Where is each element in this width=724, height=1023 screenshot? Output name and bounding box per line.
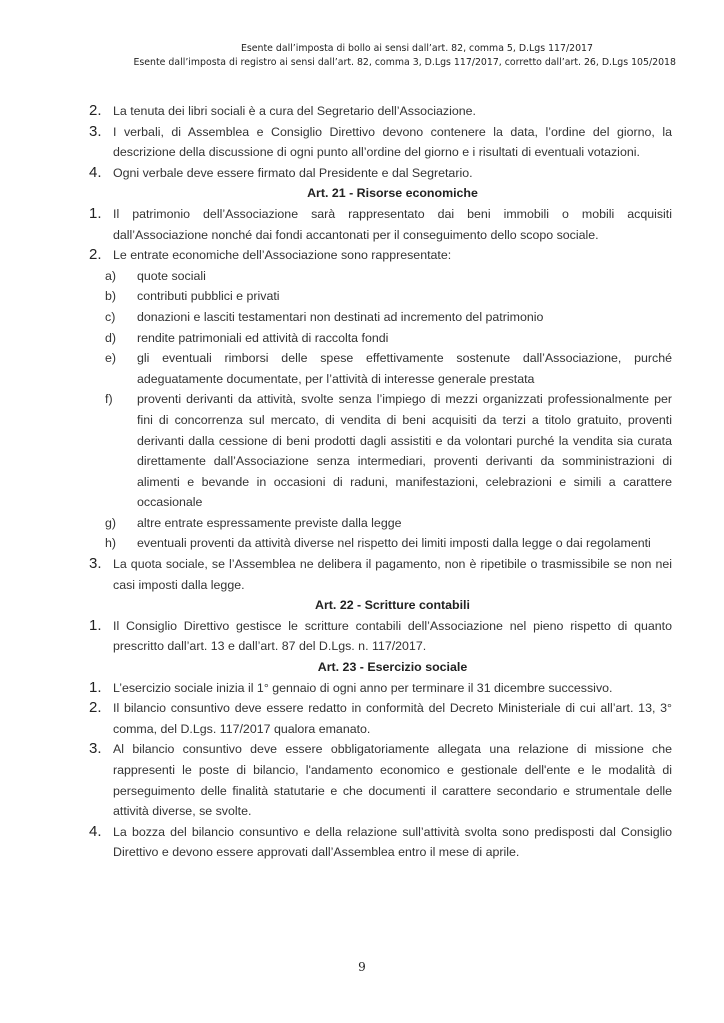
sub-list-item bbox=[89, 328, 672, 349]
list-item bbox=[89, 822, 672, 863]
item-text: Il Consiglio Direttivo gestisce le scritture contabili dell’Associazione nel pieno rispetto di quanto prescritto dall’art. 13 e dall’art. 87 del D.Lgs. n. 117/2017. bbox=[113, 618, 672, 654]
sub-list-item bbox=[89, 513, 672, 534]
page-number: 9 bbox=[358, 960, 366, 974]
document-body bbox=[89, 101, 672, 863]
sub-item-letter: b) bbox=[105, 289, 117, 304]
list-item bbox=[89, 101, 672, 122]
sub-item-text: proventi derivanti da attività, svolte senza l’impiego di mezzi organizzati professionalmente per fini di concorrenza sul mercato, di vendita di beni acquisiti da terzi a titolo gratuito, proventi derivanti dalla cessione di beni prodotti dagli assistiti e da volontari purché la vendita sia curata direttamente dall’Associazione senza intermediari, proventi derivanti da somministrazioni di alimenti e bevande in occasioni di raduni, manifestazioni, celebrazioni e simili a carattere occasionale bbox=[137, 392, 672, 510]
item-number: 3. bbox=[89, 555, 102, 573]
item-number: 2. bbox=[89, 246, 102, 264]
item-number: 1. bbox=[89, 616, 102, 634]
header-registry-tax-note: Esente dall’imposta di registro ai sensi dall’art. 82, comma 3, D.Lgs 117/2017, corretto dall’art. 26, D.Lgs 105/2018 bbox=[133, 57, 676, 68]
sub-item-letter: e) bbox=[105, 351, 117, 366]
sub-list-item bbox=[89, 266, 672, 287]
list-item bbox=[89, 739, 672, 821]
sub-item-text: contributi pubblici e privati bbox=[137, 289, 280, 304]
sub-item-letter: f) bbox=[105, 392, 113, 407]
item-number: 1. bbox=[89, 204, 102, 222]
item-text: Al bilancio consuntivo deve essere obbligatoriamente allegata una relazione di missione che rappresenti le poste di bilancio, l'andamento economico e gestionale dell'ente e le modalità di perseguimento delle finalità statutarie e che documenti il carattere secondario e strumentale delle attività diverse, se svolte. bbox=[113, 742, 672, 819]
sub-item-text: eventuali proventi da attività diverse nel rispetto dei limiti imposti dalla legge o dai regolamenti bbox=[137, 536, 651, 551]
item-number: 3. bbox=[89, 740, 102, 758]
sub-list-item bbox=[89, 533, 672, 554]
article-heading-23: Art. 23 - Esercizio sociale bbox=[317, 660, 468, 675]
list-item bbox=[89, 554, 672, 595]
sub-item-letter: g) bbox=[105, 515, 117, 530]
list-item bbox=[89, 678, 672, 699]
list-item bbox=[89, 245, 672, 266]
item-text: La quota sociale, se l’Assemblea ne delibera il pagamento, non è ripetibile o trasmissibile se non nei casi imposti dalla legge. bbox=[113, 557, 672, 592]
sub-item-text: gli eventuali rimborsi delle spese effettivamente sostenute dall’Associazione, purché adeguatamente documentate, per l’attività di interesse generale prestata bbox=[137, 351, 672, 386]
item-text: Ogni verbale deve essere firmato dal Presidente e dal Segretario. bbox=[113, 165, 473, 180]
sub-list-item bbox=[89, 286, 672, 307]
list-item bbox=[89, 163, 672, 184]
item-number: 1. bbox=[89, 678, 102, 696]
page-header bbox=[116, 42, 676, 70]
item-text: La tenuta dei libri sociali è a cura del Segretario dell’Associazione. bbox=[113, 104, 476, 118]
item-number: 3. bbox=[89, 122, 102, 140]
sub-item-letter: h) bbox=[105, 536, 117, 551]
item-number: 2. bbox=[89, 699, 102, 717]
sub-list-item bbox=[89, 348, 672, 389]
item-number: 4. bbox=[89, 822, 102, 840]
sub-list-item bbox=[89, 389, 672, 513]
sub-item-text: donazioni e lasciti testamentari non destinati ad incremento del patrimonio bbox=[137, 309, 544, 324]
sub-list-item bbox=[89, 307, 672, 328]
item-text: Il bilancio consuntivo deve essere redatto in conformità del Decreto Ministeriale di cui all’art. 13, 3° comma, del D.Lgs. 117/2017 qualora emanato. bbox=[113, 701, 672, 736]
sub-item-letter: a) bbox=[105, 268, 117, 283]
item-number: 2. bbox=[89, 102, 102, 119]
sub-item-text: quote sociali bbox=[137, 268, 206, 283]
list-item bbox=[89, 122, 672, 163]
sub-item-text: altre entrate espressamente previste dalla legge bbox=[137, 515, 402, 530]
item-text: La bozza del bilancio consuntivo e della relazione sull’attività svolta sono predisposti dal Consiglio Direttivo e devono essere approvati dall’Assemblea entro il mese di aprile. bbox=[113, 824, 672, 860]
sub-item-letter: c) bbox=[105, 309, 116, 324]
item-text: I verbali, di Assemblea e Consiglio Direttivo devono contenere la data, l’ordine del giorno, la descrizione della discussione di ogni punto all’ordine del giorno e i risultati di eventuali votazioni. bbox=[113, 124, 672, 160]
list-item bbox=[89, 616, 672, 657]
item-number: 4. bbox=[89, 163, 102, 181]
article-heading-22: Art. 22 - Scritture contabili bbox=[315, 598, 470, 613]
header-stamp-duty-note: Esente dall’imposta di bollo ai sensi dall’art. 82, comma 5, D.Lgs 117/2017 bbox=[240, 43, 593, 54]
item-text: Il patrimonio dell’Associazione sarà rappresentato dai beni immobili o mobili acquisiti dall’Associazione nonché dai fondi accantonati per il conseguimento dello scopo sociale. bbox=[113, 206, 672, 242]
sub-item-text: rendite patrimoniali ed attività di raccolta fondi bbox=[137, 330, 389, 345]
list-item bbox=[89, 204, 672, 245]
item-text: L’esercizio sociale inizia il 1° gennaio di ogni anno per terminare il 31 dicembre successivo. bbox=[113, 680, 613, 695]
item-text: Le entrate economiche dell’Associazione sono rappresentate: bbox=[113, 248, 452, 263]
article-heading-21: Art. 21 - Risorse economiche bbox=[307, 186, 478, 201]
sub-item-letter: d) bbox=[105, 330, 117, 345]
list-item bbox=[89, 698, 672, 739]
